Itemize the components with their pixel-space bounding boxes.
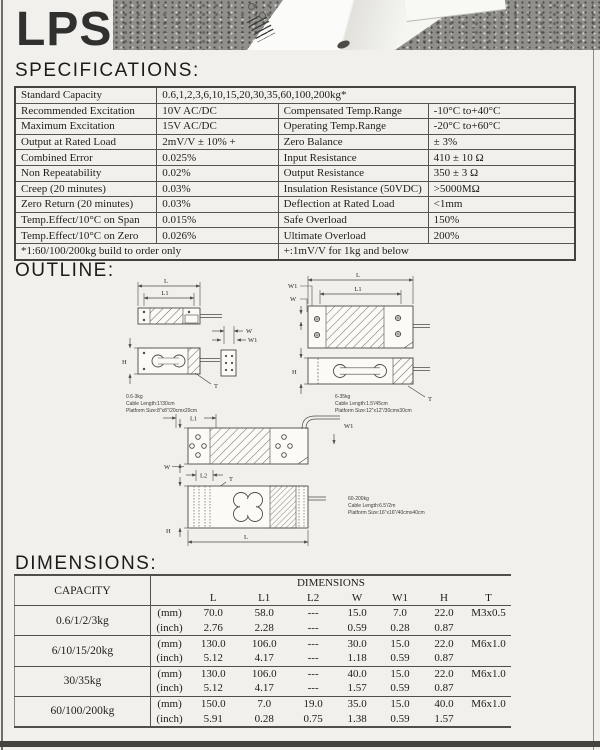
spec-row xyxy=(15,228,575,244)
dim-label-W1: W1 xyxy=(344,423,354,430)
dim-label-L: L xyxy=(356,272,360,279)
page-bottom-border xyxy=(0,741,600,747)
spec-label: Maximum Excitation xyxy=(15,119,157,135)
dim-cell: 7.0 xyxy=(238,696,290,711)
variant-platform: Platform Size:8"x8"/20cmx20cm xyxy=(126,408,198,414)
dim-cell: 4.17 xyxy=(254,652,274,665)
spec-label: Ultimate Overload xyxy=(278,228,428,244)
spec-value: 15V AC/DC xyxy=(157,119,278,135)
spec-row xyxy=(15,150,575,166)
spec-label: Deflection at Rated Load xyxy=(278,197,428,213)
variant-range: 0.6-3kg xyxy=(126,394,143,400)
dim-label-W: W xyxy=(164,464,171,471)
spec-footnote-right: +:1mV/V for 1kg and below xyxy=(278,243,575,259)
spec-label: Operating Temp.Range xyxy=(278,119,428,135)
dimensions-table xyxy=(14,574,511,728)
outline-drawing-small xyxy=(122,278,257,414)
dim-cell: 5.12 xyxy=(203,682,223,695)
unit-cell: (inch) xyxy=(156,712,183,725)
spec-value: 0.03% xyxy=(157,197,278,213)
unit-header xyxy=(150,591,188,606)
dim-cell: 58.0 xyxy=(238,606,290,621)
spec-row xyxy=(15,181,575,197)
dimensions-heading: DIMENSIONS: xyxy=(15,553,158,574)
col-L: L xyxy=(209,591,217,604)
dim-cell: 0.59 xyxy=(390,652,410,665)
dim-cell: 19.0 xyxy=(290,696,336,711)
spec-row xyxy=(15,197,575,213)
dim-cell: 150.0 xyxy=(188,696,238,711)
dim-cell: 2.76 xyxy=(203,622,223,635)
spec-value: <1mm xyxy=(428,197,575,213)
unit-cell: (mm) xyxy=(150,666,188,681)
dim-cell: 30.0 xyxy=(336,636,378,651)
capacity-header: CAPACITY xyxy=(15,575,151,606)
dim-cell: --- xyxy=(290,666,336,681)
spec-label: Temp.Effect/10°C on Span xyxy=(15,212,157,228)
variant-cable: Cable Length:6.5'/2m xyxy=(348,503,396,509)
dim-cell: 0.75 xyxy=(303,712,323,725)
dim-cell: 0.28 xyxy=(254,712,274,725)
dim-label-H: H xyxy=(166,528,171,535)
spec-value: -10°C to+40°C xyxy=(428,103,575,119)
thread-cell: M3x0.5 xyxy=(466,606,511,621)
variant-platform: Platform Size:16"x16"/40cmx40cm xyxy=(348,510,425,516)
col-T: T xyxy=(485,591,492,604)
variant-range: 60-200kg xyxy=(348,496,369,502)
load-cell-mount-block xyxy=(404,0,506,21)
dims-row-mm xyxy=(15,696,512,711)
dim-cell: 5.12 xyxy=(203,652,223,665)
dim-cell: 22.0 xyxy=(422,666,466,681)
capacity-cell: 30/35kg xyxy=(15,666,151,696)
dim-cell: 0.87 xyxy=(434,622,454,635)
spec-row xyxy=(15,165,575,181)
unit-cell: (inch) xyxy=(156,682,183,695)
col-H: H xyxy=(439,591,448,604)
clover-cutout xyxy=(234,493,263,522)
col-L1: L1 xyxy=(258,591,271,604)
dim-label-T: T xyxy=(428,396,432,403)
spec-label: Output at Rated Load xyxy=(15,134,157,150)
dim-cell: 0.59 xyxy=(390,682,410,695)
unit-cell: (mm) xyxy=(150,636,188,651)
spec-value: 2mV/V ± 10% + xyxy=(157,134,278,150)
dim-cell: 40.0 xyxy=(336,666,378,681)
dim-cell: --- xyxy=(307,652,319,665)
thread-cell xyxy=(466,681,511,696)
dim-cell: 0.59 xyxy=(390,712,410,725)
variant-cable: Cable Length:1'/30cm xyxy=(126,401,175,407)
spec-value: 150% xyxy=(428,212,575,228)
screw-icon xyxy=(259,12,266,19)
unit-cell: (mm) xyxy=(150,606,188,621)
outline-heading: OUTLINE: xyxy=(15,260,115,281)
spec-value: 10V AC/DC xyxy=(157,103,278,119)
dim-cell: 130.0 xyxy=(188,636,238,651)
capacity-cell: 0.6/1/2/3kg xyxy=(15,606,151,636)
outline-drawings xyxy=(8,268,593,558)
dim-cell: 35.0 xyxy=(336,696,378,711)
spec-label: Combined Error xyxy=(15,150,157,166)
dim-label-H: H xyxy=(292,369,297,376)
dim-label-W: W xyxy=(246,328,253,335)
spec-label: Output Resistance xyxy=(278,165,428,181)
dim-cell: 7.0 xyxy=(378,606,422,621)
dim-cell: 0.87 xyxy=(434,682,454,695)
spec-row xyxy=(15,212,575,228)
dim-label-L: L xyxy=(244,534,248,541)
dim-label-W1: W1 xyxy=(248,337,258,344)
spec-row xyxy=(15,134,575,150)
unit-cell: (mm) xyxy=(150,696,188,711)
dim-cell: 15.0 xyxy=(336,606,378,621)
dim-label-L1: L1 xyxy=(354,286,362,293)
spec-label: Safe Overload xyxy=(278,212,428,228)
dims-row-mm xyxy=(15,636,512,651)
spec-value: 0.03% xyxy=(157,181,278,197)
dim-cell: 106.0 xyxy=(238,636,290,651)
thread-cell xyxy=(466,651,511,666)
spec-row xyxy=(15,103,575,119)
spec-label: Recommended Excitation xyxy=(15,103,157,119)
dim-cell: 1.57 xyxy=(434,712,454,725)
spec-value: 410 ± 10 Ω xyxy=(428,150,575,166)
dim-label-L2: L2 xyxy=(200,472,208,480)
spec-label: Zero Return (20 minutes) xyxy=(15,197,157,213)
dim-cell: --- xyxy=(307,682,319,695)
dim-cell: 15.0 xyxy=(378,696,422,711)
thread-cell: M6x1.0 xyxy=(466,696,511,711)
dim-cell: 4.17 xyxy=(254,682,274,695)
spec-value: 200% xyxy=(428,228,575,244)
spec-value: 350 ± 3 Ω xyxy=(428,165,575,181)
dim-cell: --- xyxy=(290,636,336,651)
dim-cell: 106.0 xyxy=(238,666,290,681)
spec-value: 0.025% xyxy=(157,150,278,166)
dim-label-H: H xyxy=(122,359,127,366)
variant-platform: Platform Size:12"x12"/30cmx30cm xyxy=(335,408,412,414)
spec-footnote-left: *1:60/100/200kg build to order only xyxy=(15,243,278,259)
spec-label: Non Repeatability xyxy=(15,165,157,181)
dim-label-W: W xyxy=(290,296,297,303)
dim-cell: --- xyxy=(307,622,319,635)
product-photo xyxy=(113,0,600,50)
dim-label-L1: L1 xyxy=(190,415,198,423)
col-W: W xyxy=(351,591,363,604)
dim-cell: 40.0 xyxy=(422,696,466,711)
spec-value: ± 3% xyxy=(428,134,575,150)
variant-range: 6-35kg xyxy=(335,394,351,400)
spec-value: -20°C to+60°C xyxy=(428,119,575,135)
dim-cell: 22.0 xyxy=(422,606,466,621)
thread-cell xyxy=(466,621,511,636)
page-left-border xyxy=(1,0,3,750)
dim-cell: --- xyxy=(290,606,336,621)
dim-label-L1: L1 xyxy=(161,290,169,297)
dims-row-mm xyxy=(15,666,512,681)
spec-label: Insulation Resistance (50VDC) xyxy=(278,181,428,197)
brand-logo: LPS xyxy=(16,3,113,56)
col-W1: W1 xyxy=(392,591,408,604)
spec-label: Compensated Temp.Range xyxy=(278,103,428,119)
variant-cable: Cable Length:1.5'/45cm xyxy=(335,401,388,407)
outline-drawing-large xyxy=(163,414,425,546)
spec-row xyxy=(15,87,575,103)
dim-cell: 70.0 xyxy=(188,606,238,621)
dim-cell: 0.28 xyxy=(390,622,410,635)
thread-cell: M6x1.0 xyxy=(466,666,511,681)
spec-label: Standard Capacity xyxy=(15,87,157,103)
unit-cell: (inch) xyxy=(156,622,183,635)
spec-value: 0.026% xyxy=(157,228,278,244)
dim-cell: 130.0 xyxy=(188,666,238,681)
dim-cell: 1.57 xyxy=(347,682,367,695)
dimensions-group-header: DIMENSIONS xyxy=(296,577,365,590)
col-L2: L2 xyxy=(307,591,320,604)
specifications-heading: SPECIFICATIONS: xyxy=(15,60,200,81)
spec-row xyxy=(15,119,575,135)
dim-cell: 2.28 xyxy=(254,622,274,635)
spec-value: >5000MΩ xyxy=(428,181,575,197)
spec-value: 0.015% xyxy=(157,212,278,228)
dim-label-W1: W1 xyxy=(288,283,298,290)
specifications-table xyxy=(14,86,576,261)
spec-label: Zero Balance xyxy=(278,134,428,150)
capacity-cell: 60/100/200kg xyxy=(15,696,151,727)
spec-label: Creep (20 minutes) xyxy=(15,181,157,197)
spec-value: 0.6,1,2,3,6,10,15,20,30,35,60,100,200kg* xyxy=(157,87,575,103)
unit-cell: (inch) xyxy=(156,652,183,665)
thread-cell xyxy=(466,711,511,727)
dim-cell: 1.38 xyxy=(347,712,367,725)
dim-cell: 0.59 xyxy=(347,622,367,635)
page-right-border xyxy=(593,0,594,750)
dims-row-mm xyxy=(15,606,512,621)
dim-cell: 15.0 xyxy=(378,636,422,651)
dim-cell: 5.91 xyxy=(203,712,223,725)
spec-label: Temp.Effect/10°C on Zero xyxy=(15,228,157,244)
dim-cell: 1.18 xyxy=(347,652,367,665)
dim-label-T: T xyxy=(229,476,233,483)
spec-value: 0.02% xyxy=(157,165,278,181)
dim-label-T: T xyxy=(214,383,218,390)
dim-cell: 15.0 xyxy=(378,666,422,681)
spec-label: Input Resistance xyxy=(278,150,428,166)
capacity-cell: 6/10/15/20kg xyxy=(15,636,151,666)
spec-footnote-row xyxy=(15,243,575,259)
thread-cell: M6x1.0 xyxy=(466,636,511,651)
dims-header-row xyxy=(15,575,512,591)
dim-label-L: L xyxy=(164,278,168,285)
screw-icon xyxy=(248,3,255,10)
dim-cell: 0.87 xyxy=(434,652,454,665)
outline-drawing-medium xyxy=(288,272,432,414)
dim-cell: 22.0 xyxy=(422,636,466,651)
